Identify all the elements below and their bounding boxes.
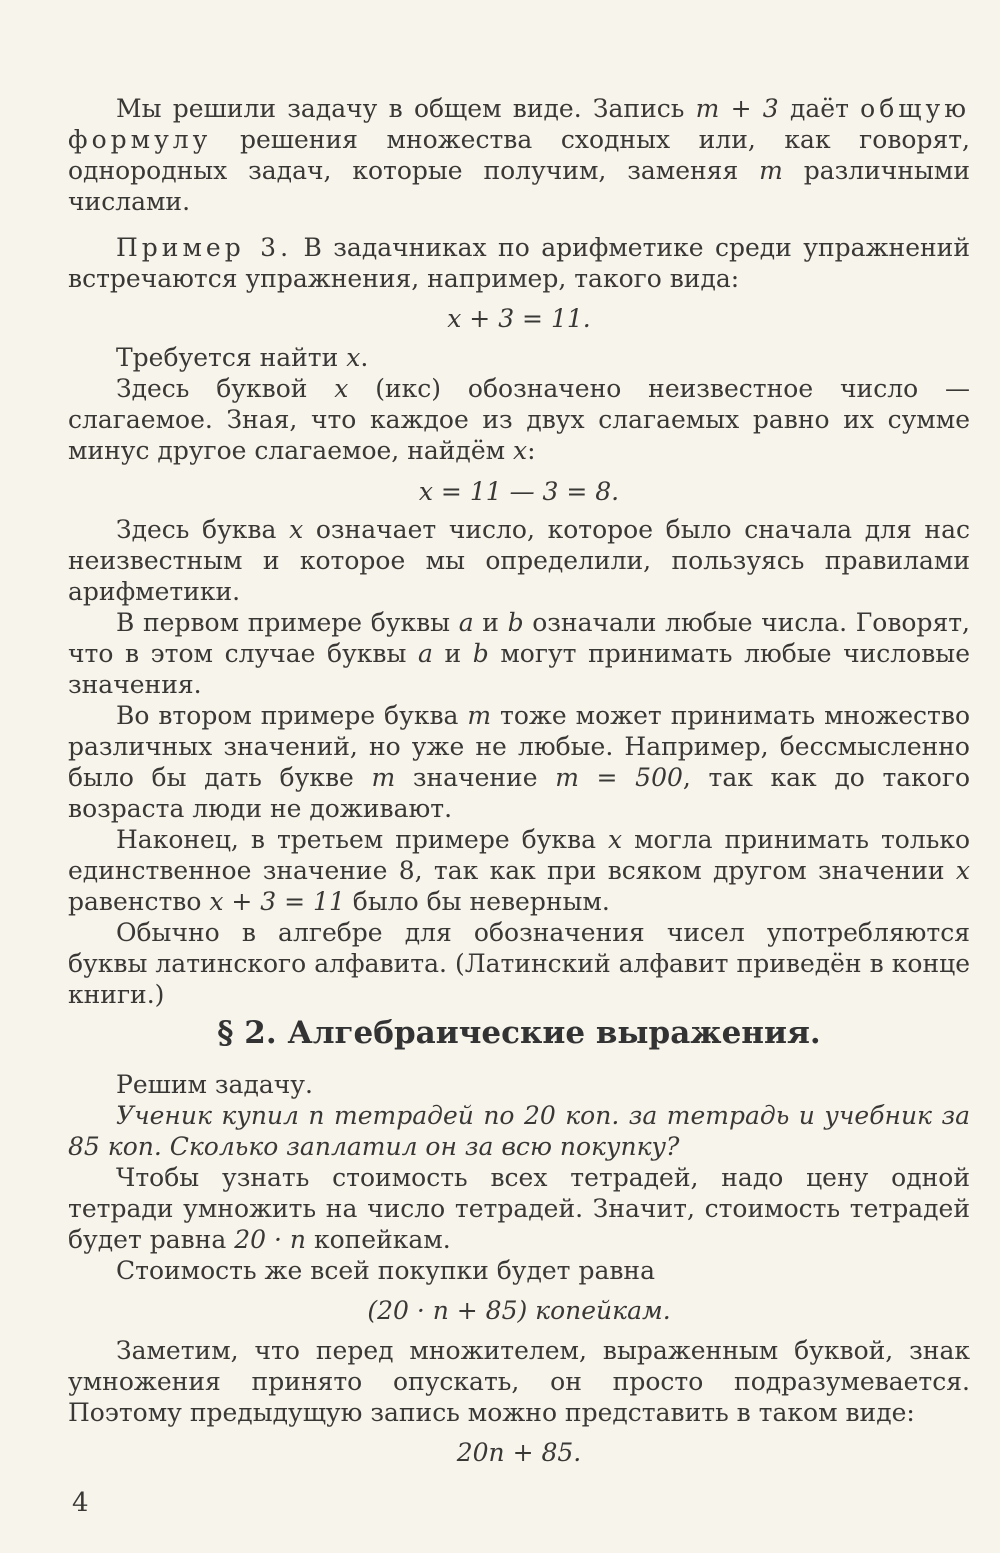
equation-20n-85: 20n + 85.	[456, 1438, 582, 1467]
paragraph-m-values: Во втором примере буква m тоже может принимать множество различных значений, но уже не любые. Например, бессмысленно было бы дать букве m значение m = 500, так как до такого возраста люди не доживают.	[68, 701, 971, 823]
equation-total: (20 · n + 85) копейкам.	[367, 1296, 671, 1325]
text-block-2	[68, 232, 970, 507]
paragraph-x-single-value: Наконец, в третьем примере буква x могла принимать только единственное значение 8, так как при всяком другом значении x равенство x + 3 = 11 было бы неверным.	[68, 825, 970, 916]
equation-x-equals-8: x = 11 — 3 = 8.	[418, 477, 620, 506]
task-statement: Ученик купил n тетрадей по 20 коп. за тетрадь и учебник за 85 коп. Сколько заплатил он за всю покупку?	[68, 1101, 970, 1161]
text-block-4	[68, 1069, 970, 1468]
paragraph-find-x: Требуется найти x.	[116, 343, 369, 372]
paragraph-total-cost: Стоимость же всей покупки будет равна	[116, 1256, 656, 1285]
text-block-3	[68, 514, 970, 1010]
paragraph-latin-alphabet: Обычно в алгебре для обозначения чисел употребляются буквы латинского алфавита. (Латинский алфавит приведён в конце книги.)	[68, 918, 970, 1009]
paragraph-omit-sign: Заметим, что перед множителем, выраженным буквой, знак умножения принято опускать, он просто подразумевается. Поэтому предыдущую запись можно представить в таком виде:	[68, 1336, 970, 1427]
paragraph-solve-task: Решим задачу.	[116, 1070, 313, 1099]
paragraph-notebooks-cost: Чтобы узнать стоимость всех тетрадей, надо цену одной тетради умножить на число тетрадей. Значит, стоимость тетрадей будет равна 20 · n копейкам.	[68, 1163, 970, 1254]
paragraph-x-meaning: Здесь буква x означает число, которое было сначала для нас неизвестным и которое мы определили, пользуясь правилами арифметики.	[68, 515, 970, 606]
paragraph-a-b-any: В первом примере буквы a и b означали любые числа. Говорят, что в этом случае буквы a и b могут принимать любые числовые значения.	[68, 608, 970, 699]
page-number: 4	[72, 1488, 89, 1518]
section-heading: § 2. Алгебраические выражения.	[217, 1015, 821, 1051]
paragraph-x-unknown: Здесь буквой x (икс) обозначено неизвестное число — слагаемое. Зная, что каждое из двух слагаемых равно их сумме минус другое слагаемое, найдём x:	[68, 374, 970, 465]
paragraph-general-formula: Мы решили задачу в общем виде. Запись m + 3 даёт общую формулу решения множества сходных или, как говорят, однородных задач, которые получим, заменяя m различными числами.	[68, 94, 970, 216]
paragraph-example-3: Пример 3. В задачниках по арифметике среди упражнений встречаются упражнения, например, такого вида:	[68, 233, 970, 293]
equation-x-plus-3: x + 3 = 11.	[447, 304, 591, 333]
text-block-1	[68, 93, 970, 217]
